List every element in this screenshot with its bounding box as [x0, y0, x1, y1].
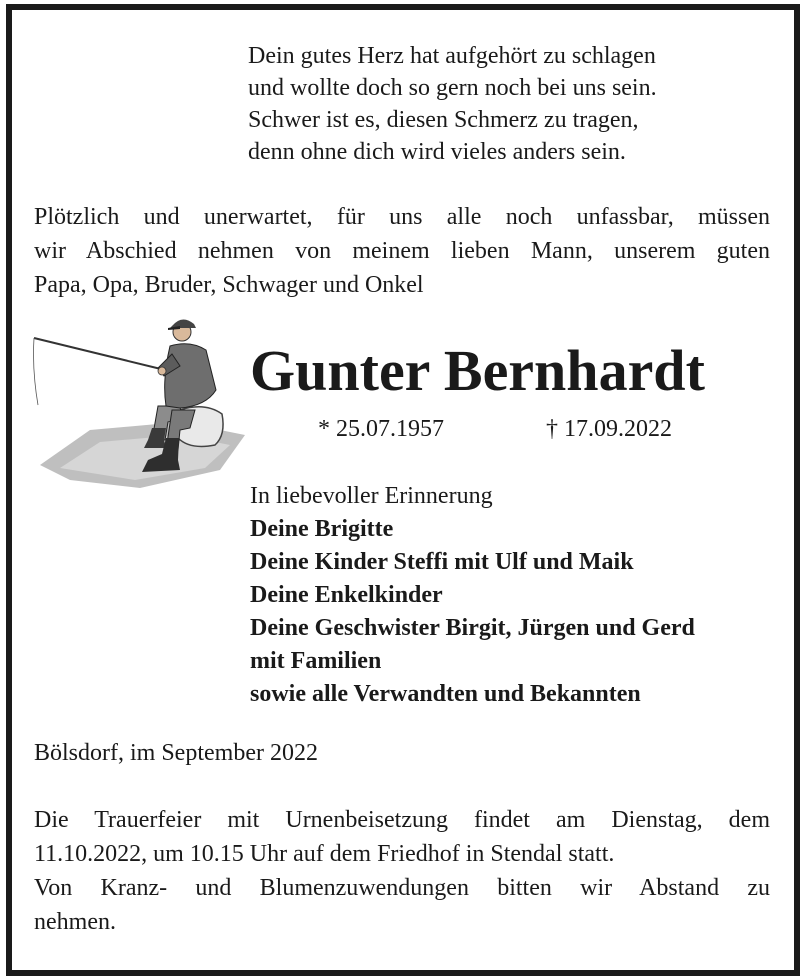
funeral-line: 11.10.2022, um 10.15 Uhr auf dem Friedhof in Stendal statt. — [34, 841, 615, 867]
funeral-notice — [34, 803, 770, 939]
poem — [248, 40, 768, 168]
mourner-line: Deine Brigitte — [250, 516, 394, 542]
poem-line: Dein gutes Herz hat aufgehört zu schlagen — [248, 43, 656, 69]
death-date: † 17.09.2022 — [546, 416, 672, 442]
intro-text — [34, 200, 770, 302]
poem-line: und wollte doch so gern noch bei uns sein. — [248, 75, 657, 101]
mourner-line: Deine Kinder Steffi mit Ulf und Maik — [250, 549, 634, 575]
mourner-line: Deine Geschwister Birgit, Jürgen und Gerd — [250, 615, 695, 641]
place-date: Bölsdorf, im September 2022 — [34, 740, 318, 766]
intro-line: Papa, Opa, Bruder, Schwager und Onkel — [34, 272, 424, 298]
mourner-line: Deine Enkelkinder — [250, 582, 443, 608]
poem-line: Schwer ist es, diesen Schmerz zu tragen, — [248, 107, 639, 133]
poem-line: denn ohne dich wird vieles anders sein. — [248, 139, 626, 165]
mourners-heading: In liebevoller Erinnerung — [250, 483, 493, 509]
funeral-line: Die Trauerfeier mit Urnenbeisetzung findet am Dienstag, dem — [34, 807, 770, 833]
intro-line: wir Abschied nehmen von meinem lieben Mann, unserem guten — [34, 238, 770, 264]
fisherman-icon — [30, 310, 260, 495]
mourner-line: mit Familien — [250, 648, 382, 674]
mourners-list — [250, 480, 780, 711]
funeral-line: Von Kranz- und Blumenzuwendungen bitten wir Abstand zu — [34, 875, 770, 901]
mourner-line: sowie alle Verwandten und Bekannten — [250, 681, 641, 707]
intro-line: Plötzlich und unerwartet, für uns alle noch unfassbar, müssen — [34, 204, 770, 230]
deceased-name: Gunter Bernhardt — [250, 338, 705, 403]
funeral-line: nehmen. — [34, 909, 116, 935]
birth-date: * 25.07.1957 — [318, 416, 444, 442]
